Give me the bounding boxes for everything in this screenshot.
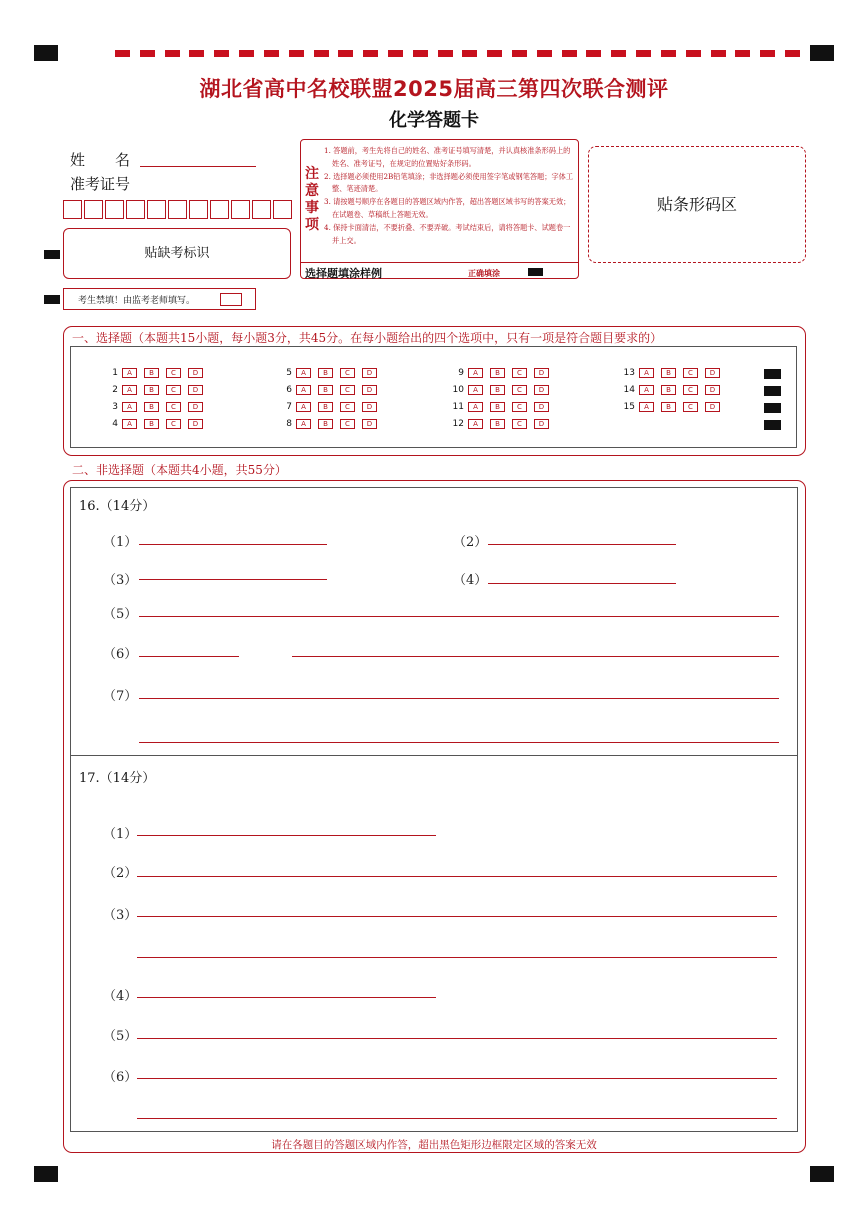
q17-part3-line-a[interactable]: [137, 916, 777, 917]
mc-option-bubble[interactable]: B: [490, 368, 505, 378]
mc-row-marker-1: [764, 369, 781, 379]
mc-option-bubble[interactable]: D: [534, 402, 549, 412]
mc-option-bubble[interactable]: A: [296, 385, 311, 395]
timing-dash: [760, 50, 775, 57]
mc-row-marker-3: [764, 403, 781, 413]
mc-option-bubble[interactable]: B: [661, 368, 676, 378]
mc-question-row: [100, 402, 210, 412]
exam-id-boxes[interactable]: [63, 200, 294, 219]
timing-dash: [115, 50, 130, 57]
mc-option-bubble[interactable]: D: [188, 419, 203, 429]
q16-part7-line-b[interactable]: [139, 742, 779, 743]
sample-label: 选择题填涂样例: [305, 267, 382, 280]
q16-part4-label: （4）: [453, 573, 488, 588]
q16-part2-label: （2）: [453, 535, 488, 550]
timing-dash: [189, 50, 204, 57]
timing-dash: [338, 50, 353, 57]
exam-id-digit-box[interactable]: [147, 200, 166, 219]
exam-title: 湖北省高中名校联盟2025届高三第四次联合测评: [199, 77, 669, 101]
mc-question-row: [617, 368, 727, 378]
proctor-note: 考生禁填！由监考老师填写。: [78, 296, 196, 306]
exam-id-digit-box[interactable]: [231, 200, 250, 219]
mc-question-number: 12: [452, 419, 464, 429]
mc-option-bubble[interactable]: A: [296, 419, 311, 429]
mc-question-number: 2: [112, 385, 118, 395]
q17-part2-line[interactable]: [137, 876, 777, 877]
mc-option-bubble[interactable]: C: [340, 385, 355, 395]
mc-question-row: [100, 385, 210, 395]
mc-question-number: 13: [623, 368, 635, 378]
timing-dash: [462, 50, 477, 57]
side-marker-2: [44, 295, 60, 304]
mc-option-bubble[interactable]: B: [490, 419, 505, 429]
exam-id-digit-box[interactable]: [210, 200, 229, 219]
timing-dash: [686, 50, 701, 57]
q16-title: 16.（14分）: [79, 499, 156, 514]
missing-exam-label: 贴缺考标识: [144, 246, 210, 261]
mc-question-row: [617, 385, 727, 395]
mc-option-bubble[interactable]: D: [534, 385, 549, 395]
q16-box: [70, 487, 798, 756]
mc-option-bubble[interactable]: D: [362, 368, 377, 378]
name-label: 姓 名: [70, 151, 131, 169]
timing-dash: [512, 50, 527, 57]
mc-option-bubble[interactable]: B: [661, 385, 676, 395]
side-marker-1: [44, 250, 60, 259]
q17-part1-line[interactable]: [137, 835, 436, 836]
q16-part3-line[interactable]: [139, 579, 327, 580]
barcode-label: 贴条形码区: [656, 195, 737, 214]
mc-option-bubble[interactable]: D: [534, 419, 549, 429]
exam-id-digit-box[interactable]: [84, 200, 103, 219]
mc-option-bubble[interactable]: D: [188, 402, 203, 412]
timing-dash: [661, 50, 676, 57]
mc-option-bubble[interactable]: B: [490, 402, 505, 412]
mc-option-bubble[interactable]: A: [122, 385, 137, 395]
mc-question-row: [100, 368, 210, 378]
timing-dash: [165, 50, 180, 57]
mc-question-row: [446, 385, 556, 395]
mc-question-number: 11: [452, 402, 464, 412]
mc-option-bubble[interactable]: D: [705, 402, 720, 412]
mc-question-number: 3: [112, 402, 118, 412]
mc-option-bubble[interactable]: C: [166, 368, 181, 378]
timing-dash: [562, 50, 577, 57]
q17-part6-line-b[interactable]: [137, 1118, 777, 1119]
mc-question-number: 15: [623, 402, 635, 412]
q16-part5-line[interactable]: [139, 616, 779, 617]
q17-part6-label: （6）: [103, 1070, 138, 1085]
q16-part3-label: （3）: [103, 573, 138, 588]
section2-title: 二、非选择题（本题共4小题，共55分）: [72, 463, 287, 477]
mc-option-bubble[interactable]: B: [661, 402, 676, 412]
mc-option-bubble[interactable]: A: [122, 368, 137, 378]
mc-question-row: [274, 385, 384, 395]
notice-heading: [305, 166, 319, 234]
corner-marker-bottom-right: [810, 1166, 834, 1182]
mc-option-bubble[interactable]: B: [318, 419, 333, 429]
mc-question-number: 5: [286, 368, 292, 378]
mc-option-bubble[interactable]: C: [166, 385, 181, 395]
mc-option-bubble[interactable]: C: [683, 402, 698, 412]
mc-question-row: [274, 368, 384, 378]
corner-marker-top-left: [34, 45, 58, 61]
mc-question-row: [617, 402, 727, 412]
timing-dash: [140, 50, 155, 57]
mc-option-bubble[interactable]: A: [468, 385, 483, 395]
exam-id-digit-box[interactable]: [189, 200, 208, 219]
timing-dash: [537, 50, 552, 57]
mc-option-bubble[interactable]: D: [188, 385, 203, 395]
exam-id-digit-box[interactable]: [168, 200, 187, 219]
mc-option-bubble[interactable]: D: [362, 402, 377, 412]
mc-option-bubble[interactable]: D: [188, 368, 203, 378]
mc-option-bubble[interactable]: A: [122, 402, 137, 412]
mc-option-bubble[interactable]: A: [639, 385, 654, 395]
exam-id-digit-box[interactable]: [252, 200, 271, 219]
mc-option-bubble[interactable]: B: [490, 385, 505, 395]
mc-question-number: 1: [112, 368, 118, 378]
exam-id-digit-box[interactable]: [126, 200, 145, 219]
footer-note: 请在各题目的答题区域内作答，超出黑色矩形边框限定区域的答案无效: [271, 1139, 597, 1151]
mc-row-marker-4: [764, 420, 781, 430]
q16-part1-line[interactable]: [139, 544, 327, 545]
exam-id-digit-box[interactable]: [63, 200, 82, 219]
notice-divider: [301, 262, 578, 263]
proctor-box: [63, 288, 256, 310]
mc-option-bubble[interactable]: B: [318, 385, 333, 395]
mc-option-bubble[interactable]: C: [683, 385, 698, 395]
mc-question-number: 10: [452, 385, 464, 395]
missing-exam-sticker-area: [63, 228, 291, 279]
timing-dash: [586, 50, 601, 57]
q17-part3-line-b[interactable]: [137, 957, 777, 958]
mc-question-number: 14: [623, 385, 635, 395]
mc-question-number: 9: [458, 368, 464, 378]
correct-fill-label: 正确填涂: [468, 269, 500, 278]
mc-option-bubble[interactable]: C: [683, 368, 698, 378]
barcode-area: [588, 146, 806, 263]
timing-dash: [636, 50, 651, 57]
q16-part6-line-a[interactable]: [139, 656, 239, 657]
mc-option-bubble[interactable]: C: [166, 402, 181, 412]
q17-part3-label: （3）: [103, 908, 138, 923]
notice-heading-char: 意: [305, 183, 319, 199]
mc-question-number: 6: [286, 385, 292, 395]
mc-option-bubble[interactable]: C: [340, 368, 355, 378]
mc-option-bubble[interactable]: A: [468, 419, 483, 429]
q16-part1-label: （1）: [103, 535, 138, 550]
mc-question-row: [274, 419, 384, 429]
mc-question-row: [446, 419, 556, 429]
mc-option-bubble[interactable]: C: [166, 419, 181, 429]
q17-title: 17.（14分）: [79, 771, 156, 786]
mc-row-marker-2: [764, 386, 781, 396]
timing-dash: [388, 50, 403, 57]
q16-part2-line[interactable]: [488, 544, 676, 545]
mc-option-bubble[interactable]: B: [318, 368, 333, 378]
mc-option-bubble[interactable]: A: [296, 368, 311, 378]
exam-id-label: 准考证号: [70, 175, 131, 193]
notice-heading-char: 项: [305, 217, 319, 233]
mc-option-bubble[interactable]: A: [296, 402, 311, 412]
absence-checkbox[interactable]: [220, 293, 242, 306]
mc-option-bubble[interactable]: A: [468, 368, 483, 378]
timing-dash: [785, 50, 800, 57]
q16-part7-label: （7）: [103, 689, 138, 704]
q17-part5-label: （5）: [103, 1029, 138, 1044]
mc-option-bubble[interactable]: B: [144, 419, 159, 429]
timing-dash: [264, 50, 279, 57]
q17-part4-label: （4）: [103, 989, 138, 1004]
q17-part5-line[interactable]: [137, 1038, 777, 1039]
mc-option-bubble[interactable]: C: [340, 402, 355, 412]
mc-option-bubble[interactable]: D: [705, 368, 720, 378]
mc-option-bubble[interactable]: B: [144, 385, 159, 395]
timing-dash: [611, 50, 626, 57]
mc-option-bubble[interactable]: C: [512, 419, 527, 429]
card-subtitle: 化学答题卡: [389, 110, 479, 131]
mc-option-bubble[interactable]: A: [122, 419, 137, 429]
mc-option-bubble[interactable]: B: [144, 368, 159, 378]
timing-dash: [413, 50, 428, 57]
exam-id-digit-box[interactable]: [105, 200, 124, 219]
corner-marker-bottom-left: [34, 1166, 58, 1182]
timing-track: [115, 50, 800, 57]
mc-option-bubble[interactable]: D: [362, 385, 377, 395]
mc-option-bubble[interactable]: D: [705, 385, 720, 395]
correct-fill-sample: [528, 268, 543, 276]
notice-item: 4. 保持卡面清洁，不要折叠、不要弄破。考试结束后，请将答题卡、试题卷一并上交。: [324, 222, 571, 245]
section1-inner-box: [70, 346, 797, 448]
timing-dash: [487, 50, 502, 57]
q16-part5-label: （5）: [103, 607, 138, 622]
mc-question-number: 8: [286, 419, 292, 429]
notice-item: 2. 选择题必须使用2B铅笔填涂；非选择题必须使用签字笔或钢笔答题；字体工整、笔迹清楚。: [324, 171, 574, 194]
mc-question-row: [100, 419, 210, 429]
mc-option-bubble[interactable]: D: [534, 368, 549, 378]
timing-dash: [363, 50, 378, 57]
mc-question-row: [446, 402, 556, 412]
corner-marker-top-right: [810, 45, 834, 61]
mc-option-bubble[interactable]: B: [318, 402, 333, 412]
q17-part2-label: （2）: [103, 866, 138, 881]
notice-list: [322, 145, 577, 247]
q16-part4-line[interactable]: [488, 583, 676, 584]
mc-question-row: [446, 368, 556, 378]
section1-title: 一、选择题（本题共15小题，每小题3分，共45分。在每小题给出的四个选项中，只有一项是符合题目要求的）: [72, 331, 663, 345]
mc-option-bubble[interactable]: C: [512, 402, 527, 412]
q16-part6-line-b[interactable]: [292, 656, 779, 657]
notice-item: 3. 请按题号顺序在各题目的答题区域内作答，超出答题区域书写的答案无效；在试题卷、草稿纸上答题无效。: [324, 197, 571, 219]
mc-option-bubble[interactable]: D: [362, 419, 377, 429]
mc-option-bubble[interactable]: B: [144, 402, 159, 412]
q17-box: [70, 756, 798, 1132]
mc-question-row: [274, 402, 384, 412]
mc-option-bubble[interactable]: C: [512, 368, 527, 378]
q16-part7-line-a[interactable]: [139, 698, 779, 699]
timing-dash: [711, 50, 726, 57]
timing-dash: [214, 50, 229, 57]
notice-heading-char: 注: [305, 166, 319, 182]
mc-option-bubble[interactable]: C: [512, 385, 527, 395]
timing-dash: [289, 50, 304, 57]
mc-option-bubble[interactable]: A: [639, 402, 654, 412]
timing-dash: [735, 50, 750, 57]
q17-part1-label: （1）: [103, 827, 138, 842]
timing-dash: [438, 50, 453, 57]
mc-option-bubble[interactable]: C: [340, 419, 355, 429]
q17-part6-line-a[interactable]: [137, 1078, 777, 1079]
timing-dash: [314, 50, 329, 57]
notice-heading-char: 事: [305, 200, 319, 216]
mc-option-bubble[interactable]: A: [468, 402, 483, 412]
notice-item: 1. 答题前，考生先将自己的姓名、准考证号填写清楚，并认真核准条形码上的姓名、准考证号，在规定的位置贴好条形码。: [324, 146, 571, 168]
mc-option-bubble[interactable]: A: [639, 368, 654, 378]
q16-part6-label: （6）: [103, 647, 138, 662]
name-field[interactable]: [140, 166, 256, 167]
mc-question-number: 4: [112, 419, 118, 429]
mc-question-number: 7: [286, 402, 292, 412]
exam-id-digit-box[interactable]: [273, 200, 292, 219]
q17-part4-line[interactable]: [137, 997, 436, 998]
timing-dash: [239, 50, 254, 57]
